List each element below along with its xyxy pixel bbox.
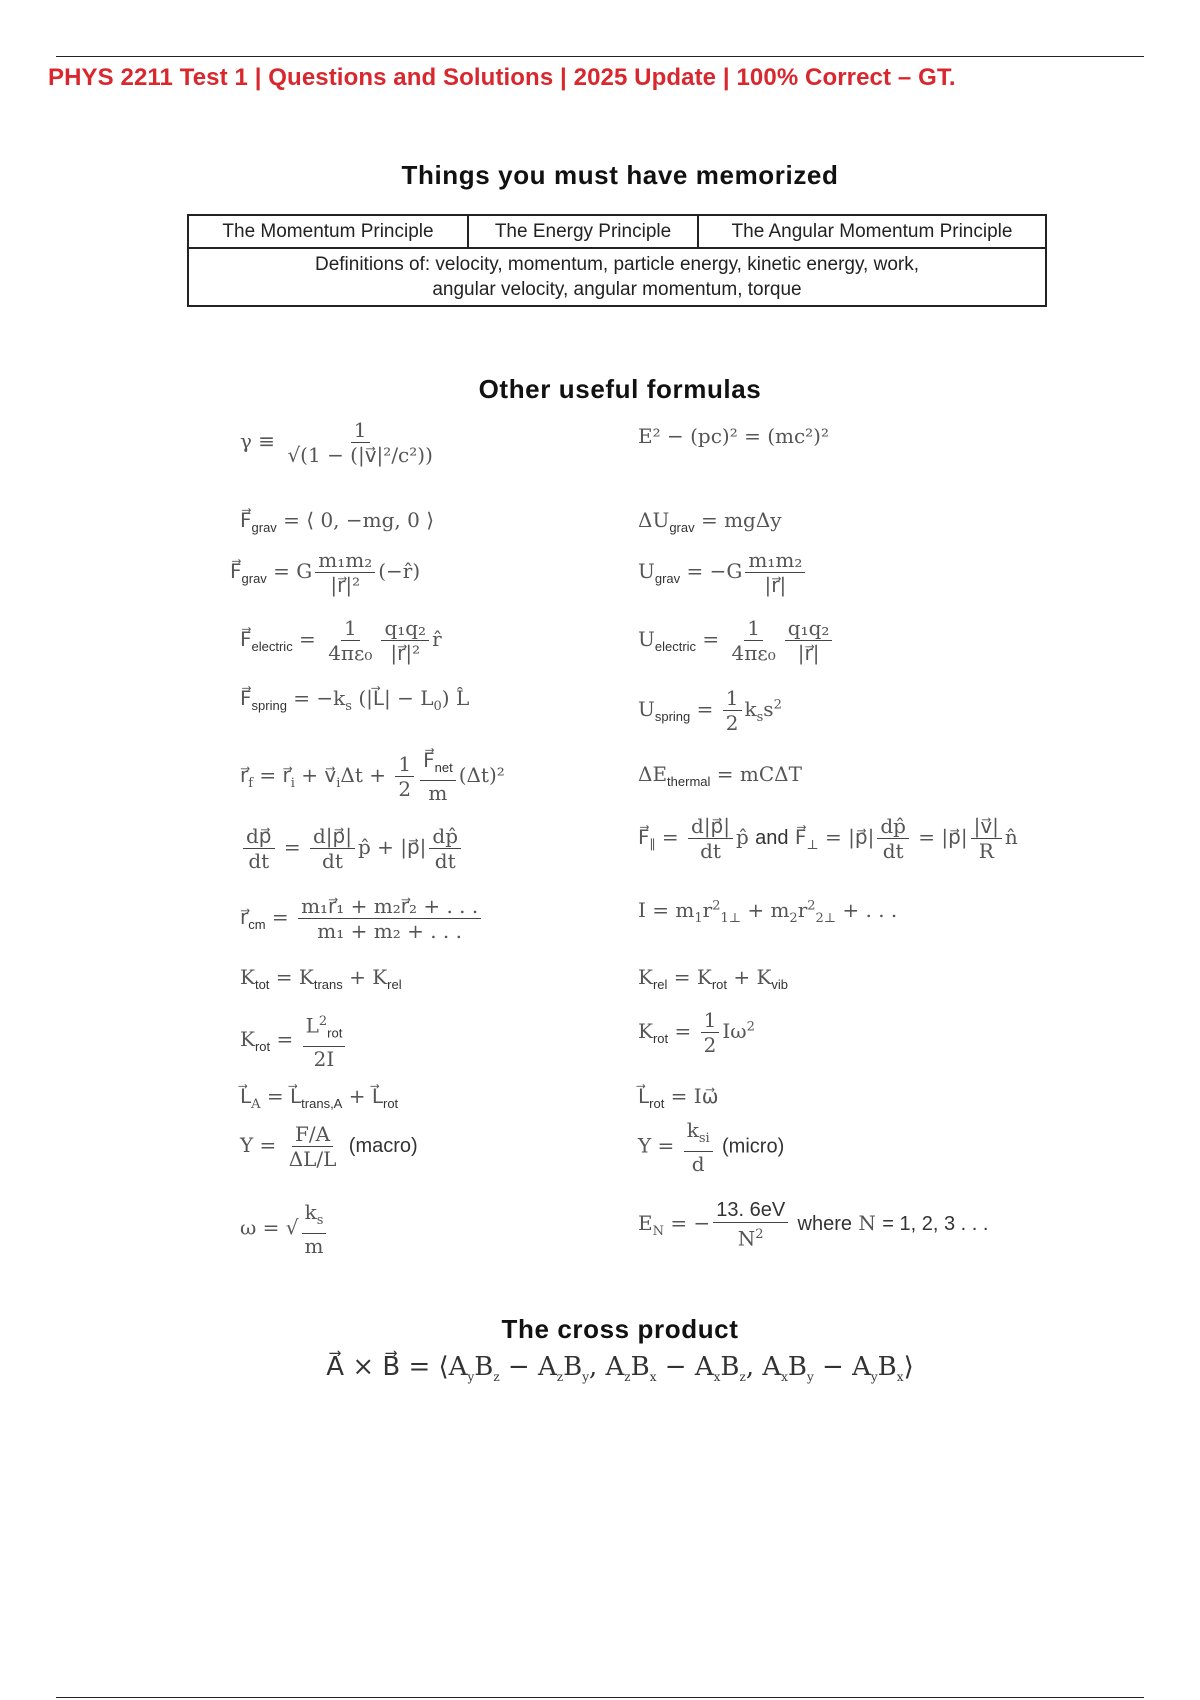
formulas-title: Other useful formulas (478, 374, 762, 404)
definitions-cell (188, 248, 1046, 306)
formula-fgrav-universal: $F⃗_{grav} = G$ $\frac{\text{m₁m₂}}{\text{|r⃗|²}}$ (−r̂) (230, 548, 421, 597)
macro-label: (macro) (348, 1135, 418, 1157)
formula-energy-momentum: E² − (pc)² = (mc²)² (638, 424, 829, 448)
n-values: = 1, 2, 3 . . . (882, 1212, 989, 1235)
formula-young-micro: Y = $\frac{k_{si}}{d}$ (micro) (638, 1118, 785, 1176)
angular-momentum-principle-cell: The Angular Momentum Principle (698, 215, 1046, 248)
formula-krot-omega: $K_{rot}$ = $\frac{1}{2}$ $I\omega^2$ (638, 1008, 755, 1057)
formula-young-macro: Y = $\frac{F/A}{\Delta L/L}$ (macro) (240, 1122, 418, 1171)
energy-principle-cell: The Energy Principle (468, 215, 698, 248)
momentum-principle-cell: The Momentum Principle (188, 215, 468, 248)
cross-product-title: The cross product (501, 1314, 739, 1344)
formula-grid (0, 410, 1200, 1290)
formula-moment-of-inertia: $I = m_1r^2_{1\perp} + m_2r^2_{2\perp}$ + . . . (638, 898, 898, 926)
definitions-line-1: Definitions of: velocity, momentum, particle energy, kinetic energy, work, (314, 254, 920, 275)
formula-cross-product: A⃗ × B⃗ = $⟨A_yB_z - A_zB_y$, $A_zB_x - A_xB_z$, $A_xB_y$ − $A_yB_x⟩$ (326, 1352, 914, 1385)
formula-position-update: $r⃗_f$ = $r⃗_i$ + $v⃗_i\Delta t$ + $\frac{1}{2}$ $\frac{F⃗_{net}}{m}$ (Δt)² (240, 748, 505, 805)
formula-center-of-mass: $r⃗_{cm}$ = $\frac{\text{m₁r⃗₁ + m₂r⃗₂ + . . .}}{\text{m₁ + m₂ + . . .}}$ (240, 894, 484, 943)
where-label: where (797, 1212, 853, 1235)
header-rule (56, 56, 1144, 57)
formula-gamma: γ ≡ $\frac{1}{\text{√(1 − (|v⃗|²/c²))}}$ (240, 418, 433, 467)
and-label: and (755, 827, 789, 849)
document-header: PHYS 2211 Test 1 | Questions and Solutions | 2025 Update | 100% Correct – GT. (48, 64, 956, 91)
memorized-table (187, 214, 1047, 307)
footer-rule (56, 1697, 1144, 1698)
formula-fspring: $F⃗_{spring} = -k_s$ (|L⃗| − $L_0$) L̂ (240, 686, 470, 714)
formula-fgrav-near-earth: $F⃗_{grav}$ = ⟨ 0, −mg, 0 ⟩ (240, 508, 435, 535)
formula-uelectric: $U_{electric}$ = $\frac{1}{\text{4πε₀}}$ $\frac{\text{q₁q₂}}{|r⃗|}$ (638, 616, 835, 665)
energy-level-value: 13. 6eV (713, 1198, 788, 1223)
formula-force-components: $F⃗_\parallel$ = $\frac{d|p⃗|}{dt}$ p̂ and $F⃗_\perp$ = |p⃗| $\frac{dp̂}{dt}$ = |p⃗| $\frac{|v⃗|}{R}$ n̂ (638, 814, 1018, 863)
formula-angular-momentum-total: $L⃗_A$ = $L⃗_{trans,A}$ + $L⃗_{rot}$ (240, 1084, 399, 1112)
formula-ethermal: $\Delta E_{thermal} = mC\Delta T$ (638, 762, 802, 789)
formula-ktot: $K_{tot} = K_{trans} + K_{rel}$ (240, 965, 402, 992)
definitions-line-2: angular velocity, angular momentum, torque (432, 279, 802, 300)
formula-ugrav-universal: $U_{grav} = -G$ $\frac{\text{m₁m₂}}{|r⃗|}$ (638, 548, 808, 597)
formula-energy-levels: $E_N$ = − $\frac{13. 6eV}{N^2}$ where N = 1, 2, 3 . . . (638, 1199, 989, 1251)
formula-lrot: $L⃗_{rot}$ = Iω⃗ (638, 1084, 719, 1111)
formula-dpdt: $\frac{dp⃗}{dt}$ = $\frac{d|p⃗|}{dt}$ p̂ + |p⃗| $\frac{dp̂}{dt}$ (240, 824, 464, 873)
formula-uspring: $U_{spring}$ = $\frac{1}{2}$ $k_ss^2$ (638, 686, 782, 735)
formula-omega: ω = √ $\frac{k_s}{m}$ (240, 1200, 330, 1258)
formula-felectric: $F⃗_{electric}$ = $\frac{1}{\text{4πε₀}}$ $\frac{\text{q₁q₂}}{\text{|r⃗|²}}$ r̂ (240, 616, 442, 665)
memorized-title: Things you must have memorized (401, 160, 839, 190)
micro-label: (micro) (722, 1135, 785, 1158)
formula-krel: $K_{rel} = K_{rot} + K_{vib}$ (638, 965, 789, 992)
formula-krot-angular: $K_{rot}$ = $\frac{L^2_{rot}}{2I}$ (240, 1010, 348, 1071)
formula-ugrav-near-earth: $\Delta U_{grav} = mg\Delta y$ (638, 508, 782, 535)
